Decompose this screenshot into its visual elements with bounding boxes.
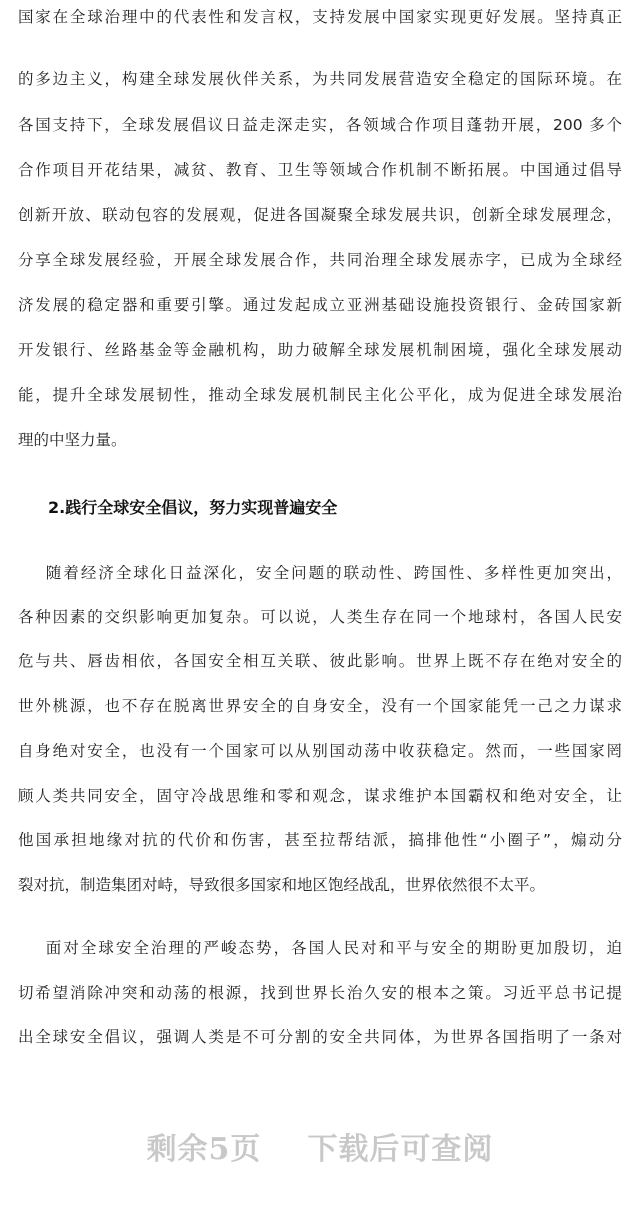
para1-line: 理的中坚力量。	[18, 431, 127, 449]
remaining-pages-label: 剩余5页	[146, 1132, 262, 1167]
download-banner[interactable]	[0, 1118, 640, 1174]
para3-line: 出全球安全倡议，强调人类是不可分割的安全共同体，为世界各国指明了一条对	[18, 1028, 622, 1046]
para1-line: 的多边主义，构建全球发展伙伴关系，为共同发展营造安全稳定的国际环境。在	[18, 70, 622, 88]
para3-line: 切希望消除冲突和动荡的根源，找到世界长治久安的根本之策。习近平总书记提	[18, 984, 622, 1002]
para2-line: 危与共、唇齿相依，各国安全相互关联、彼此影响。世界上既不存在绝对安全的	[18, 652, 622, 670]
para1-line: 开发银行、丝路基金等金融机构，助力破解全球发展机制困境，强化全球发展动	[18, 341, 622, 359]
para2-line: 各种因素的交织影响更加复杂。可以说，人类生存在同一个地球村，各国人民安	[18, 608, 622, 626]
para3-line: 面对全球安全治理的严峻态势，各国人民对和平与安全的期盼更加殷切，迫	[18, 939, 622, 957]
para2-line: 自身绝对安全，也没有一个国家可以从别国动荡中收获稳定。然而，一些国家罔	[18, 742, 622, 760]
download-prompt-label: 下载后可查阅	[307, 1132, 494, 1167]
para1-line: 分享全球发展经验，开展全球发展合作，共同治理全球发展赤字，已成为全球经	[18, 251, 622, 269]
section-heading: 2.践行全球安全倡议，努力实现普遍安全	[48, 498, 338, 517]
para1-line: 创新开放、联动包容的发展观，促进各国凝聚全球发展共识，创新全球发展理念，	[18, 206, 622, 224]
para1-line: 各国支持下，全球发展倡议日益走深走实，各领域合作项目蓬勃开展，200 多个	[18, 116, 622, 134]
para1-line: 国家在全球治理中的代表性和发言权，支持发展中国家实现更好发展。坚持真正	[18, 8, 622, 26]
para2-line: 随着经济全球化日益深化，安全问题的联动性、跨国性、多样性更加突出，	[18, 564, 622, 582]
para1-line: 能，提升全球发展韧性，推动全球发展机制民主化公平化，成为促进全球发展治	[18, 386, 622, 404]
para1-line: 济发展的稳定器和重要引擎。通过发起成立亚洲基础设施投资银行、金砖国家新	[18, 296, 622, 314]
para2-line: 他国承担地缘对抗的代价和伤害，甚至拉帮结派，搞排他性“小圈子”，煽动分	[18, 831, 622, 849]
para2-line: 裂对抗，制造集团对峙，导致很多国家和地区饱经战乱，世界依然很不太平。	[18, 876, 546, 894]
para2-line: 世外桃源，也不存在脱离世界安全的自身安全，没有一个国家能凭一己之力谋求	[18, 697, 622, 715]
para1-line: 合作项目开花结果，减贫、教育、卫生等领域合作机制不断拓展。中国通过倡导	[18, 161, 622, 179]
para2-line: 顾人类共同安全，固守冷战思维和零和观念，谋求维护本国霸权和绝对安全，让	[18, 787, 622, 805]
